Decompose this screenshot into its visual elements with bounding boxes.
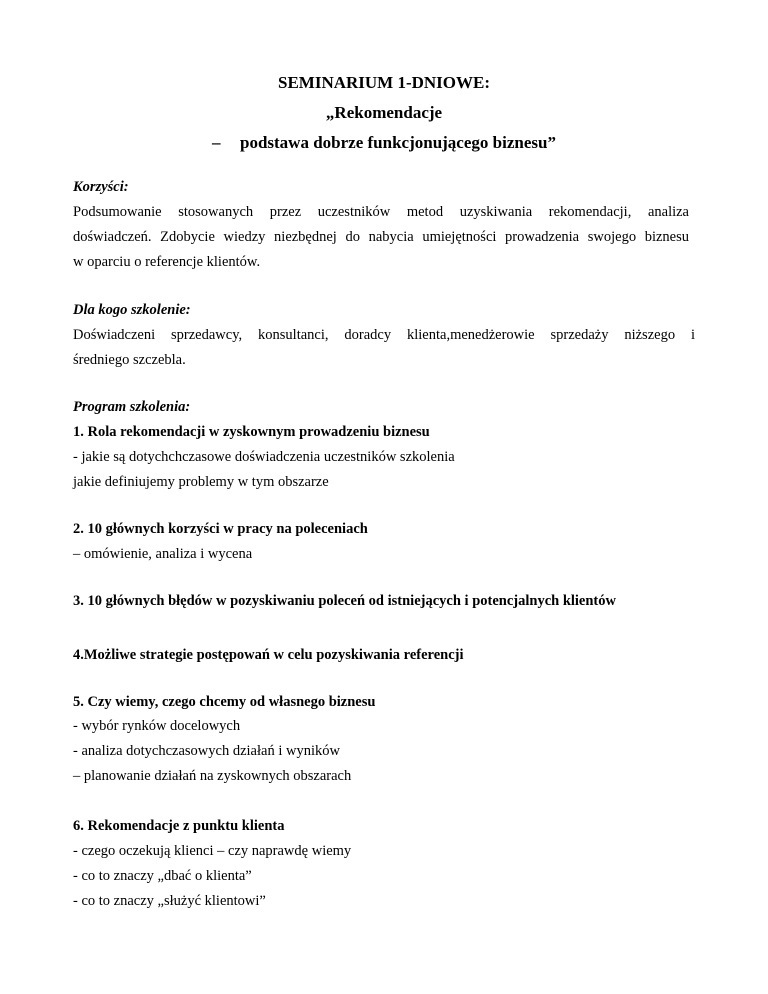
program-section-title: 1. Rola rekomendacji w zyskownym prowadzeniu biznesu bbox=[73, 424, 430, 440]
benefits-heading: Korzyści: bbox=[73, 179, 129, 195]
audience-heading: Dla kogo szkolenie: bbox=[73, 302, 191, 318]
program-section-title: 5. Czy wiemy, czego chcemy od własnego biznesu bbox=[73, 694, 376, 710]
benefits-line: w oparciu o referencje klientów. bbox=[73, 254, 261, 270]
program-item: - jakie są dotychchczasowe doświadczenia uczestników szkolenia bbox=[73, 449, 455, 465]
program-heading: Program szkolenia: bbox=[73, 399, 191, 415]
program-item: - analiza dotychczasowych działań i wyników bbox=[73, 743, 340, 759]
program-item: - co to znaczy „służyć klientowi” bbox=[73, 893, 266, 909]
page-title: SEMINARIUM 1-DNIOWE: bbox=[277, 73, 491, 92]
program-section-title: 2. 10 głównych korzyści w pracy na poleceniach bbox=[73, 521, 368, 537]
benefits-line: Podsumowanie stosowanych przez uczestników metod uzyskiwania rekomendacji, analiza bbox=[73, 204, 689, 220]
program-item: jakie definiujemy problemy w tym obszarze bbox=[73, 474, 329, 490]
subtitle-dash: – bbox=[212, 133, 221, 152]
page-subtitle-continued: podstawa dobrze funkcjonującego biznesu” bbox=[240, 133, 556, 152]
program-section-title: 6. Rekomendacje z punktu klienta bbox=[73, 818, 285, 834]
page-subtitle: „Rekomendacje bbox=[325, 103, 443, 122]
program-section-title: 3. 10 głównych błędów w pozyskiwaniu poleceń od istniejących i potencjalnych klientów bbox=[73, 593, 616, 609]
program-section-title: 4.Możliwe strategie postępowań w celu pozyskiwania referencji bbox=[73, 647, 464, 663]
benefits-line: doświadczeń. Zdobycie wiedzy niezbędnej do nabycia umiejętności prowadzenia swojego biznesu bbox=[73, 229, 689, 245]
audience-line: średniego szczebla. bbox=[73, 352, 186, 368]
audience-line: Doświadczeni sprzedawcy, konsultanci, doradcy klienta,menedżerowie sprzedaży niższego i bbox=[73, 327, 695, 343]
program-item: – omówienie, analiza i wycena bbox=[73, 546, 253, 562]
program-item: - co to znaczy „dbać o klienta” bbox=[73, 868, 252, 884]
program-item: - czego oczekują klienci – czy naprawdę wiemy bbox=[73, 843, 352, 859]
program-item: - wybór rynków docelowych bbox=[73, 718, 241, 734]
program-item: – planowanie działań na zyskownych obszarach bbox=[73, 768, 352, 784]
